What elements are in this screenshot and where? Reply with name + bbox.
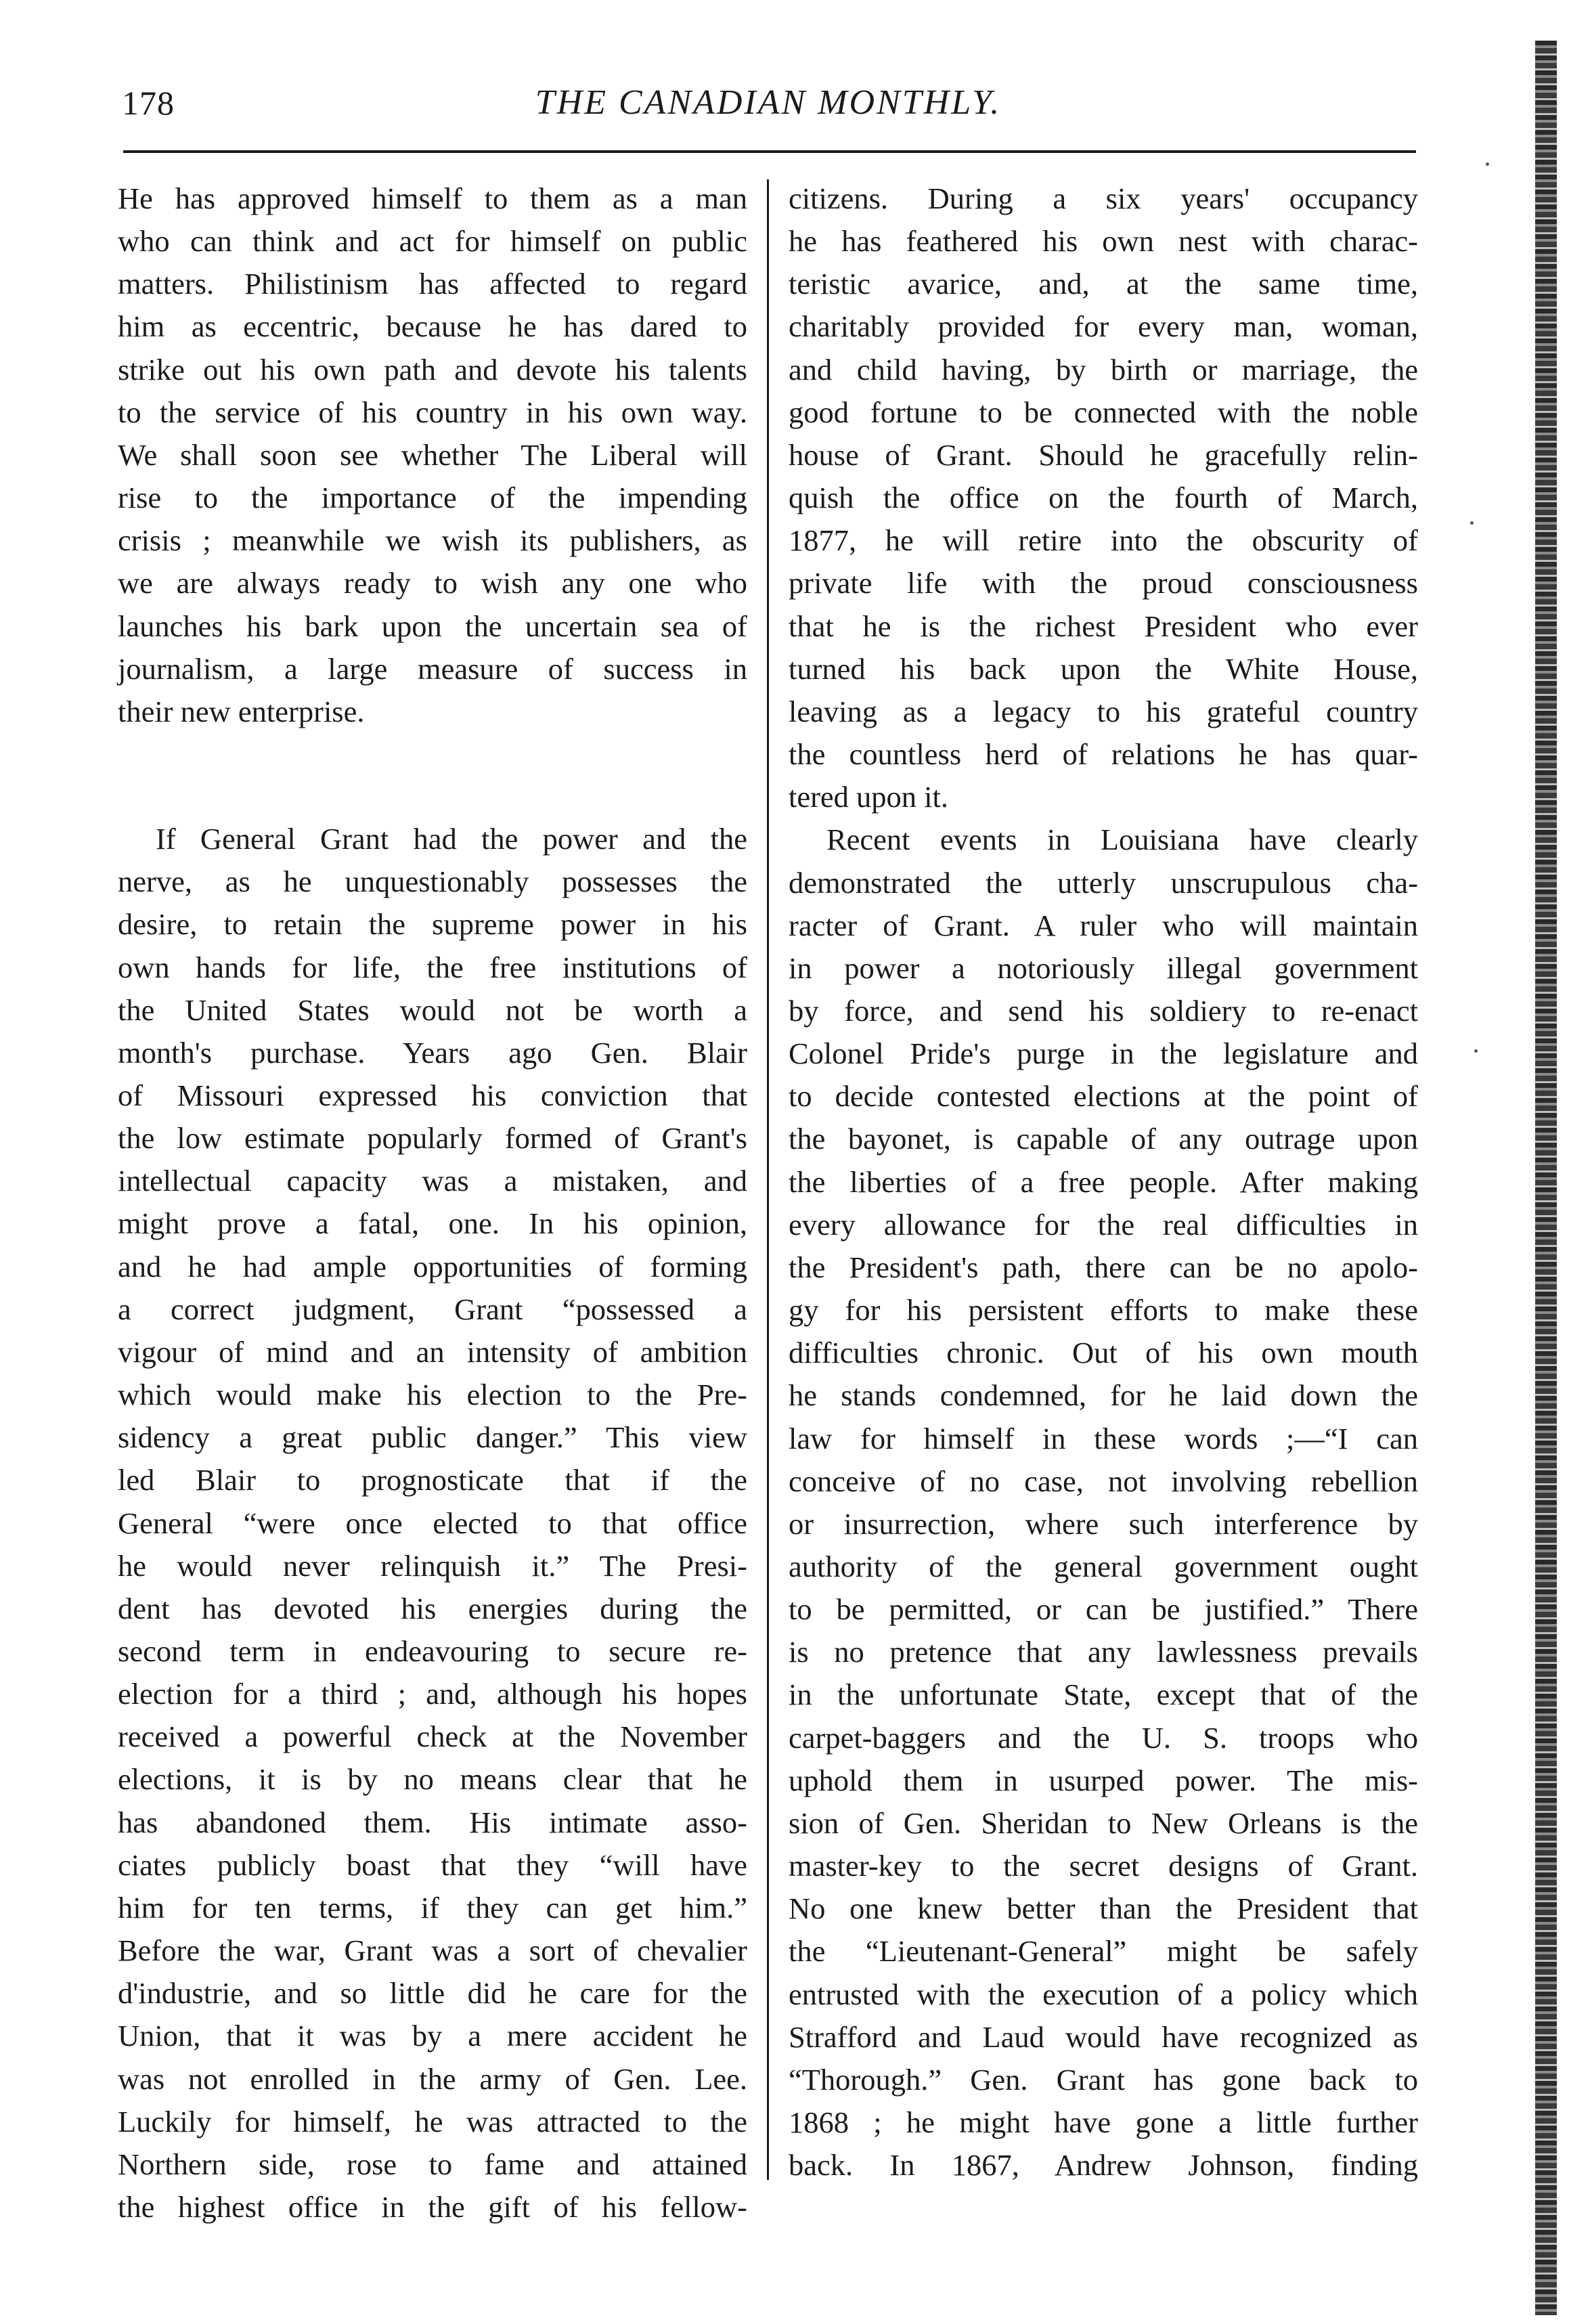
text-line: who can think and act for himself on public xyxy=(118,224,747,259)
text-line: he would never relinquish it.” The Presi- xyxy=(118,1548,747,1583)
column-divider xyxy=(767,179,769,2180)
text-line: nerve, as he unquestionably possesses the xyxy=(118,864,747,899)
text-line: master-key to the secret designs of Grant. xyxy=(789,1849,1418,1883)
text-line: strike out his own path and devote his talents xyxy=(118,352,747,387)
text-line: racter of Grant. A ruler who will maintain xyxy=(789,908,1418,942)
text-line: tered upon it. xyxy=(789,780,949,814)
text-line: and child having, by birth or marriage, the xyxy=(789,352,1418,387)
text-line: Union, that it was by a mere accident he xyxy=(118,2019,747,2053)
text-line: Before the war, Grant was a sort of chevalier xyxy=(118,1933,747,1968)
text-line: might prove a fatal, one. In his opinion, xyxy=(118,1206,747,1241)
text-line: every allowance for the real difficulties in xyxy=(789,1207,1418,1242)
text-line: him as eccentric, because he has dared to xyxy=(118,309,747,344)
page-number: 178 xyxy=(122,84,175,122)
text-line: intellectual capacity was a mistaken, and xyxy=(118,1164,747,1198)
text-line: If General Grant had the power and the xyxy=(156,822,747,856)
text-line: the liberties of a free people. After making xyxy=(789,1164,1418,1199)
text-line: own hands for life, the free institutions of xyxy=(118,950,747,984)
header-rule xyxy=(123,150,1416,153)
text-line: citizens. During a six years' occupancy xyxy=(789,181,1418,215)
text-line: election for a third ; and, although his hopes xyxy=(118,1677,747,1711)
text-line: We shall soon see whether The Liberal will xyxy=(118,437,747,472)
text-line: quish the office on the fourth of March, xyxy=(789,481,1418,515)
text-line: d'industrie, and so little did he care for the xyxy=(118,1976,747,2011)
text-line: Recent events in Louisiana have clearly xyxy=(826,823,1418,857)
text-line: Luckily for himself, he was attracted to the xyxy=(118,2104,747,2139)
text-line: sidency a great public danger.” This view xyxy=(118,1420,747,1455)
text-line: gy for his persistent efforts to make these xyxy=(789,1293,1418,1328)
text-line: elections, it is by no means clear that he xyxy=(118,1762,747,1797)
text-line: has abandoned them. His intimate asso- xyxy=(118,1805,747,1839)
text-line: received a powerful check at the November xyxy=(118,1719,747,1754)
text-line: the highest office in the gift of his fellow- xyxy=(118,2190,747,2224)
text-line: entrusted with the execution of a policy which xyxy=(789,1977,1418,2011)
text-line: the United States would not be worth a xyxy=(118,992,747,1027)
text-line: a correct judgment, Grant “possessed a xyxy=(118,1292,747,1326)
text-line: and he had ample opportunities of forming xyxy=(118,1249,747,1284)
text-line: month's purchase. Years ago Gen. Blair xyxy=(118,1035,747,1070)
text-line: the “Lieutenant-General” might be safely xyxy=(789,1934,1418,1969)
text-line: sion of Gen. Sheridan to New Orleans is the xyxy=(789,1805,1418,1840)
text-line: in the unfortunate State, except that of the xyxy=(789,1678,1418,1712)
text-line: journalism, a large measure of success in xyxy=(118,651,747,686)
text-line: authority of the general government ought xyxy=(789,1550,1418,1583)
text-line: 1877, he will retire into the obscurity of xyxy=(789,523,1418,558)
text-line: their new enterprise. xyxy=(118,694,365,728)
text-line: dent has devoted his energies during the xyxy=(118,1591,747,1625)
text-line: the low estimate popularly formed of Grant's xyxy=(118,1121,747,1156)
text-line: He has approved himself to them as a man xyxy=(118,181,747,215)
running-title: THE CANADIAN MONTHLY. xyxy=(535,83,1002,122)
text-line: of Missouri expressed his conviction that xyxy=(118,1078,747,1112)
text-line: house of Grant. Should he gracefully relin- xyxy=(789,437,1418,472)
text-line: ciates publicly boast that they “will have xyxy=(118,1847,747,1882)
text-line: turned his back upon the White House, xyxy=(789,651,1418,686)
text-line: rise to the importance of the impending xyxy=(118,481,747,515)
text-line: charitably provided for every man, woman, xyxy=(789,309,1418,344)
text-line: leaving as a legacy to his grateful country xyxy=(789,694,1418,728)
text-line: launches his bark upon the uncertain sea of xyxy=(118,609,747,643)
scan-speck xyxy=(1470,521,1474,525)
text-line: we are always ready to wish any one who xyxy=(118,566,747,600)
text-line: to the service of his country in his own way. xyxy=(118,395,747,429)
text-line: back. In 1867, Andrew Johnson, finding xyxy=(789,2148,1418,2183)
scan-speck xyxy=(1474,1049,1478,1053)
text-line: private life with the proud consciousness xyxy=(789,566,1418,600)
text-line: he has feathered his own nest with charac- xyxy=(789,224,1418,259)
text-line: was not enrolled in the army of Gen. Lee. xyxy=(118,2061,747,2096)
text-line: to be permitted, or can be justified.” There xyxy=(789,1592,1418,1627)
text-line: 1868 ; he might have gone a little further xyxy=(789,2105,1418,2140)
text-line: Strafford and Laud would have recognized as xyxy=(789,2019,1418,2054)
text-line: to decide contested elections at the point of xyxy=(789,1079,1418,1114)
left-column xyxy=(118,177,747,2229)
text-line: uphold them in usurped power. The mis- xyxy=(789,1763,1418,1797)
text-line: General “were once elected to that office xyxy=(118,1506,747,1540)
text-line: “Thorough.” Gen. Grant has gone back to xyxy=(789,2062,1418,2097)
text-line: the countless herd of relations he has quar- xyxy=(789,737,1418,772)
text-line: difficulties chronic. Out of his own mouth xyxy=(789,1336,1418,1370)
text-line: law for himself in these words ;—“I can xyxy=(789,1421,1418,1455)
text-line: demonstrated the utterly unscrupulous cha- xyxy=(789,865,1418,900)
text-line: conceive of no case, not involving rebellion xyxy=(789,1464,1418,1498)
text-line: is no pretence that any lawlessness prevails xyxy=(789,1635,1418,1669)
text-line: in power a notoriously illegal government xyxy=(789,950,1418,985)
text-line: matters. Philistinism has affected to regard xyxy=(118,267,747,301)
text-line: the President's path, there can be no apolo- xyxy=(789,1250,1418,1284)
page-header xyxy=(122,76,1415,130)
text-line: or insurrection, where such interference by xyxy=(789,1506,1418,1541)
text-line: Northern side, rose to fame and attained xyxy=(118,2147,747,2181)
text-line: led Blair to prognosticate that if the xyxy=(118,1463,747,1497)
text-line: crisis ; meanwhile we wish its publishers, as xyxy=(118,523,747,558)
text-line: the bayonet, is capable of any outrage upon xyxy=(789,1122,1418,1156)
text-line: that he is the richest President who ever xyxy=(789,609,1418,643)
text-line: No one knew better than the President that xyxy=(789,1891,1418,1926)
text-line: carpet-baggers and the U. S. troops who xyxy=(789,1720,1418,1755)
text-line: him for ten terms, if they can get him.” xyxy=(118,1890,747,1925)
page-binding-edge xyxy=(1535,41,1557,2315)
scan-speck xyxy=(1486,162,1489,166)
text-line: vigour of mind and an intensity of ambition xyxy=(118,1334,747,1369)
text-line: Colonel Pride's purge in the legislature and xyxy=(789,1036,1418,1071)
text-line: teristic avarice, and, at the same time, xyxy=(789,267,1418,301)
right-column xyxy=(789,177,1418,2187)
text-line: by force, and send his soldiery to re-enact xyxy=(789,993,1418,1028)
text-line: desire, to retain the supreme power in his xyxy=(118,907,747,942)
text-line: he stands condemned, for he laid down the xyxy=(789,1378,1418,1413)
text-line: which would make his election to the Pre- xyxy=(118,1378,747,1412)
text-line: good fortune to be connected with the noble xyxy=(789,395,1418,429)
paragraph-gap xyxy=(118,733,747,818)
text-line: second term in endeavouring to secure re- xyxy=(118,1634,747,1668)
